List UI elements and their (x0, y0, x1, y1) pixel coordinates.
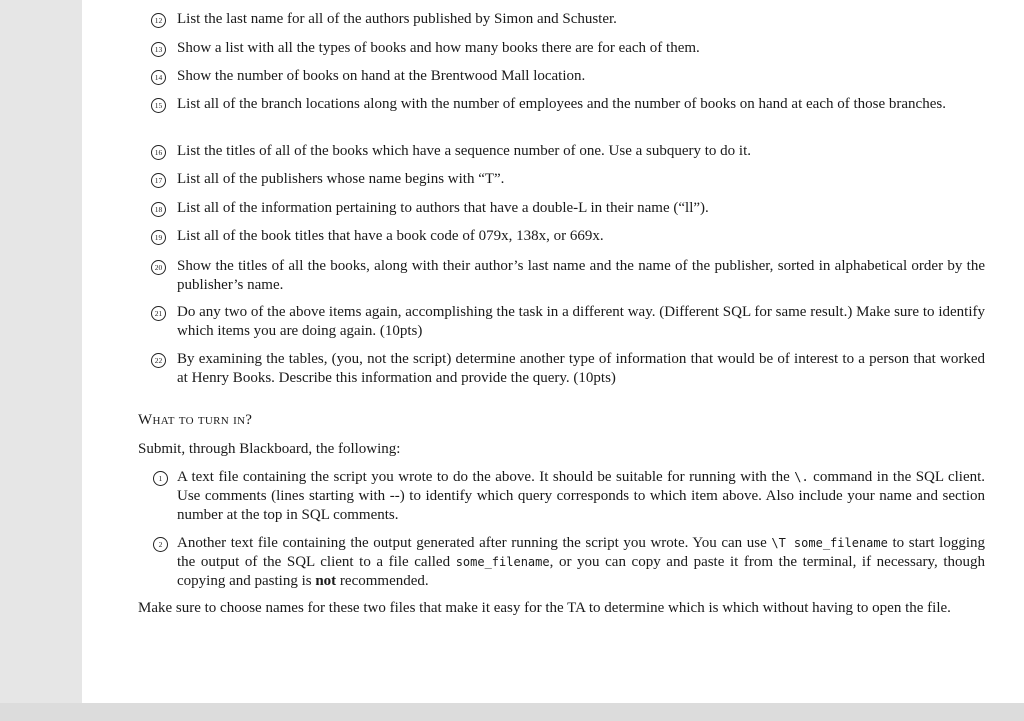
inline-code: \. (794, 470, 809, 484)
list-item: List all of the branch locations along with the number of employees and the number of books on hand at each of those branches. (177, 96, 946, 112)
item-number-badge: 19 (151, 230, 166, 245)
submit-item-text: to start logging the output of the SQL client to a file called (177, 535, 986, 570)
list-item: Show the titles of all the books, along with their author’s last name and the name of the publisher, sorted in alphabetical order by the publisher’s name. (177, 258, 985, 293)
list-item: List all of the information pertaining to authors that have a double-L in their name (“ll”). (177, 200, 709, 216)
list-item: Show the number of books on hand at the Brentwood Mall location. (177, 68, 586, 84)
submit-item-text: recommended. (339, 573, 429, 589)
bottom-scroll-area (0, 703, 1024, 721)
item-number-badge: 22 (151, 353, 166, 368)
inline-code: some_filename (455, 555, 550, 569)
section-heading (138, 412, 252, 429)
list-item: Do any two of the above items again, accomplishing the task in a different way. (Different SQL for same result.) Make sure to identify which items you are doing again. (10pts) (177, 304, 985, 339)
list-item: List the titles of all of the books which have a sequence number of one. Use a subquery to do it. (177, 143, 752, 159)
submit-item-number-badge: 1 (153, 471, 168, 486)
item-number-badge: 18 (151, 202, 166, 217)
submit-item-text: A text file containing the script you wrote to do the above. It should be suitable for running with the (177, 469, 790, 485)
submit-item-number-badge: 2 (153, 537, 168, 552)
submit-item (177, 468, 985, 525)
item-number-badge: 15 (151, 98, 166, 113)
item-number-badge: 20 (151, 260, 166, 275)
item-number-badge: 12 (151, 13, 166, 28)
list-item: List the last name for all of the authors published by Simon and Schuster. (177, 11, 617, 27)
submit-item (177, 534, 985, 591)
submit-item-text: , or you can copy and paste it from the terminal, if necessary, though copying and pasting is (177, 554, 986, 589)
list-item: List all of the publishers whose name begins with “T”. (177, 171, 505, 187)
submit-intro: Submit, through Blackboard, the following: (138, 441, 401, 457)
item-number-badge: 21 (151, 306, 166, 321)
list-item: List all of the book titles that have a book code of 079x, 138x, or 669x. (177, 228, 604, 244)
item-number-badge: 14 (151, 70, 166, 85)
item-number-badge: 17 (151, 173, 166, 188)
item-number-badge: 16 (151, 145, 166, 160)
item-number-badge: 13 (151, 42, 166, 57)
inline-code: \T some_filename (771, 536, 888, 550)
submit-item-text: Another text file containing the output generated after running the script you wrote. You can use (177, 535, 767, 551)
list-item: Show a list with all the types of books and how many books there are for each of them. (177, 40, 700, 56)
emphasis-text: not (315, 573, 337, 589)
submit-item-text: command in the SQL client. Use comments (lines starting with --) to identify which query corresponds to which item above. Also include your name and section number at the top in SQL comments. (177, 469, 986, 523)
closing-paragraph: Make sure to choose names for these two files that make it easy for the TA to determine which is which without having to open the file. (138, 600, 951, 616)
list-item: By examining the tables, (you, not the script) determine another type of information that would be of interest to a person that worked at Henry Books. Describe this information and provide the query. (10pts) (177, 351, 985, 386)
section-heading-text: What to turn in? (138, 412, 253, 428)
